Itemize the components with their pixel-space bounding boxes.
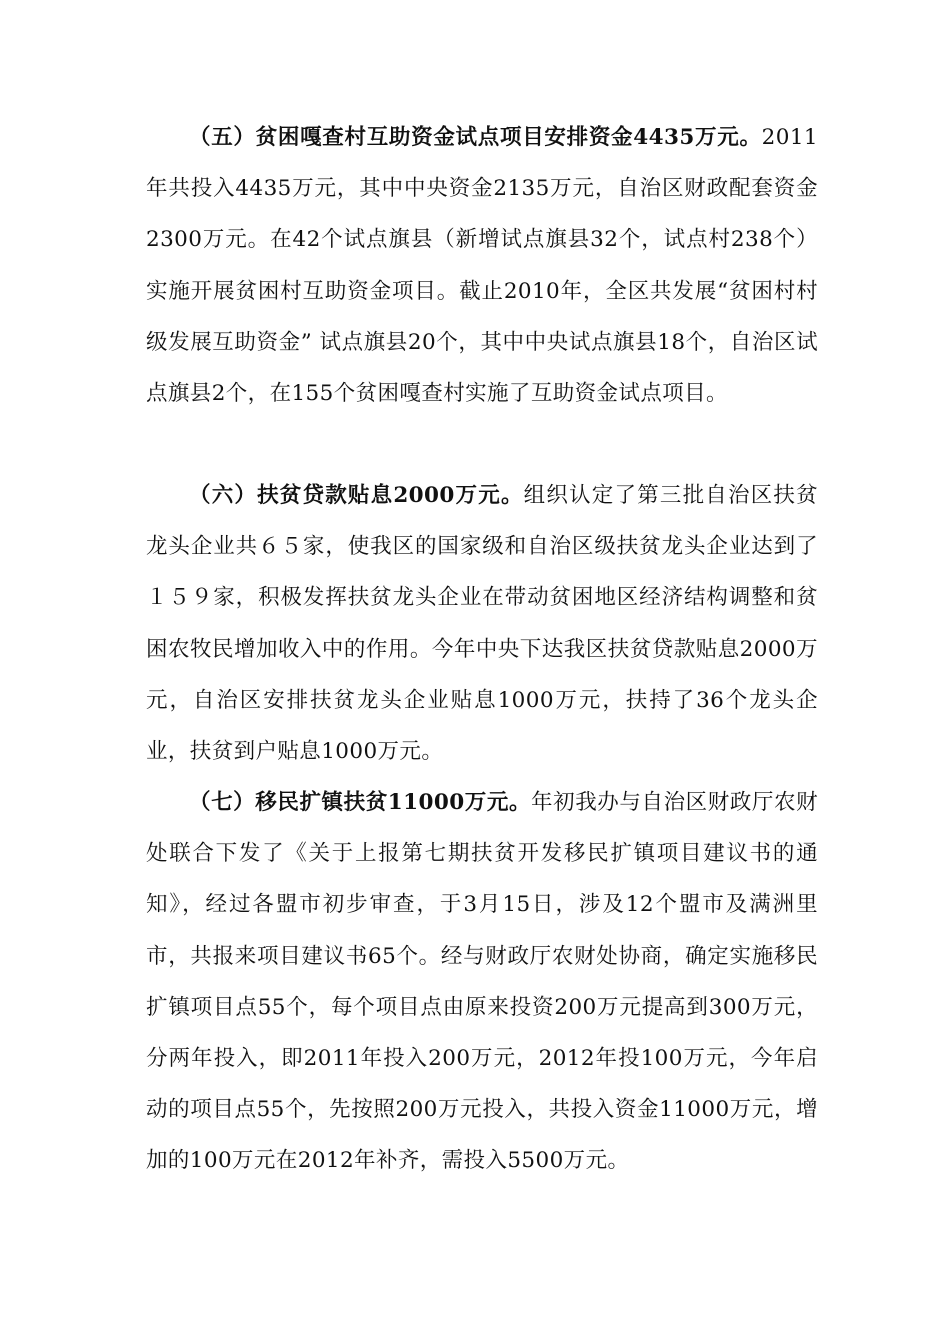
paragraph-body: 组织认定了第三批自治区扶贫龙头企业共６５家，使我区的国家级和自治区级扶贫龙头企业达到了１５９家，积极发挥扶贫龙头企业在带动贫困地区经济结构调整和贫困农牧民增加收入中的作用。今年中央下达我区扶贫贷款贴息2000万元，自治区安排扶贫龙头企业贴息1000万元，扶持了36个龙头企业，扶贫到户贴息1000万元。	[146, 483, 818, 765]
paragraph-heading: （六）扶贫贷款贴息2000万元。	[189, 483, 524, 508]
paragraph-body: 2011年共投入4435万元，其中中央资金2135万元，自治区财政配套资金2300万元。在42个试点旗县（新增试点旗县32个，试点村238个）实施开展贫困村互助资金项目。截止2010年，全区共发展“贫困村村级发展互助资金” 试点旗县20个，其中中央试点旗县18个，自治区试点旗县2个，在155个贫困嘎查村实施了互助资金试点项目。	[146, 125, 818, 407]
paragraph-heading: （五）贫困嘎查村互助资金试点项目安排资金4435万元。	[189, 125, 762, 150]
paragraph-resettlement-town-expansion	[146, 777, 818, 1187]
paragraph-poverty-village-mutual-fund	[146, 112, 818, 419]
paragraph-loan-interest-subsidy	[146, 470, 818, 777]
paragraph-body: 年初我办与自治区财政厅农财处联合下发了《关于上报第七期扶贫开发移民扩镇项目建议书的通知》，经过各盟市初步审查，于3月15日，涉及12个盟市及满洲里市，共报来项目建议书65个。经与财政厅农财处协商，确定实施移民扩镇项目点55个，每个项目点由原来投资200万元提高到300万元，分两年投入，即2011年投入200万元，2012年投100万元，今年启动的项目点55个，先按照200万元投入，共投入资金11000万元，增加的100万元在2012年补齐，需投入5500万元。	[146, 790, 818, 1174]
paragraph-heading: （七）移民扩镇扶贫11000万元。	[189, 790, 532, 815]
